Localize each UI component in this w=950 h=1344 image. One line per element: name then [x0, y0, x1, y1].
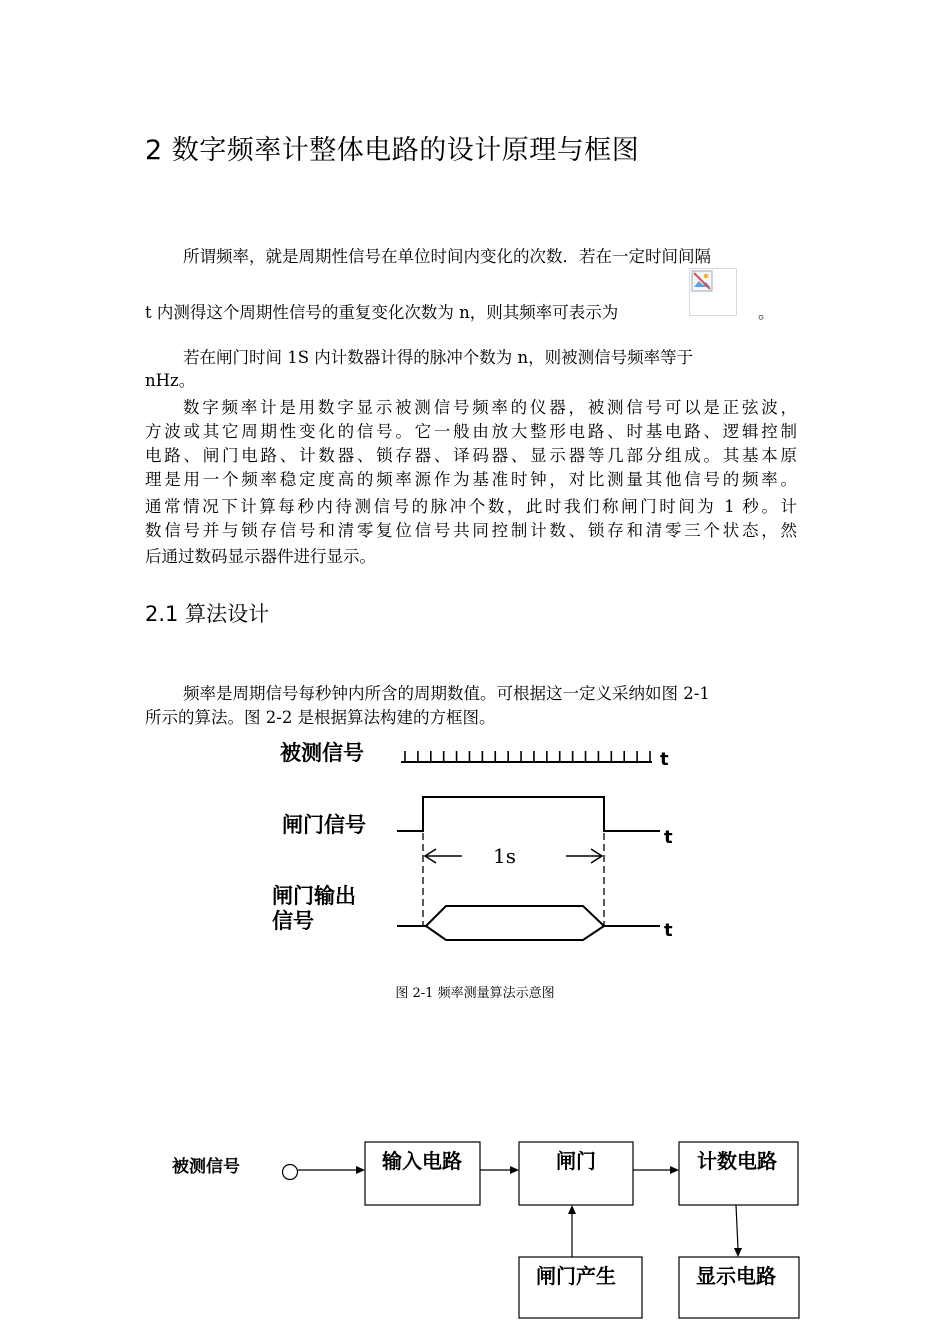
- gate-output-upper: [397, 906, 660, 926]
- para4-line-1: 频率是周期信号每秒钟内所含的周期数值。可根据这一定义采纳如图 2-1: [183, 684, 710, 703]
- para3-line-1: 数字频率计是用数字显示被测信号频率的仪器，被测信号可以是正弦波，: [183, 398, 797, 417]
- arrow-input-head: [356, 1166, 365, 1174]
- para3-line-3: 电路、闸门电路、计数器、锁存器、译码器、显示器等几部分组成。其基本原: [145, 446, 797, 465]
- intro-line-2: t 内测得这个周期性信号的重复变化次数为 n，则其频率可表示为: [145, 303, 619, 322]
- label-gate-output-2: 信号: [272, 909, 314, 933]
- axis-t-measured: t: [660, 749, 669, 770]
- gate-output-lower: [426, 926, 604, 940]
- axis-t-gate: t: [664, 827, 673, 848]
- para2-line-2: nHz。: [145, 371, 196, 390]
- para3-line-5: 通常情况下计算每秒内待测信号的脉冲个数，此时我们称闸门时间为 1 秒。计: [145, 497, 797, 516]
- para3-line-6: 数信号并与锁存信号和清零复位信号共同控制计数、锁存和清零三个状态，然: [145, 521, 797, 540]
- block-display-label: 显示电路: [696, 1264, 776, 1288]
- label-gate-signal: 闸门信号: [282, 813, 366, 837]
- block-input-circuit-label: 输入电路: [382, 1149, 462, 1173]
- block-gate-label: 闸门: [556, 1149, 596, 1173]
- duration-label: 1s: [493, 844, 516, 868]
- para3-line-7: 后通过数码显示器件进行显示。: [145, 547, 376, 566]
- gate-waveform: [397, 797, 660, 831]
- input-signal-label: 被测信号: [172, 1157, 240, 1177]
- arrow-to-counter-head: [670, 1166, 679, 1174]
- input-terminal: [283, 1165, 298, 1180]
- label-measured-signal: 被测信号: [280, 741, 364, 765]
- intro-line-1: 所谓频率，就是周期性信号在单位时间内变化的次数．若在一定时间间隔: [183, 247, 711, 266]
- label-gate-output-1: 闸门输出: [272, 884, 356, 908]
- arrow-counter-to-display: [736, 1205, 738, 1249]
- para2-line-1: 若在闸门时间 1S 内计数器计得的脉冲个数为 n，则被测信号频率等于: [183, 348, 694, 367]
- para3-line-2: 方波或其它周期性变化的信号。它一般由放大整形电路、时基电路、逻辑控制: [145, 422, 797, 441]
- section-heading: 2.1 算法设计: [145, 602, 270, 626]
- para4-line-2: 所示的算法。图 2-2 是根据算法构建的方框图。: [145, 708, 496, 727]
- axis-t-output: t: [664, 920, 673, 941]
- block-counter-label: 计数电路: [697, 1149, 777, 1173]
- block-gate-generator-label: 闸门产生: [536, 1264, 616, 1288]
- page-heading: 2 数字频率计整体电路的设计原理与框图: [145, 135, 640, 166]
- intro-line-2-end: 。: [758, 303, 775, 322]
- figure-caption: 图 2-1 频率测量算法示意图: [395, 986, 555, 1001]
- arrow-counter-to-display-head: [734, 1248, 742, 1257]
- para3-line-4: 理是用一个频率稳定度高的频率源作为基准时钟，对比测量其他信号的频率。: [145, 470, 797, 489]
- arrow-to-gate-head: [510, 1166, 519, 1174]
- arrow-gen-to-gate-head: [568, 1205, 576, 1214]
- pulse-ticks: [405, 751, 650, 762]
